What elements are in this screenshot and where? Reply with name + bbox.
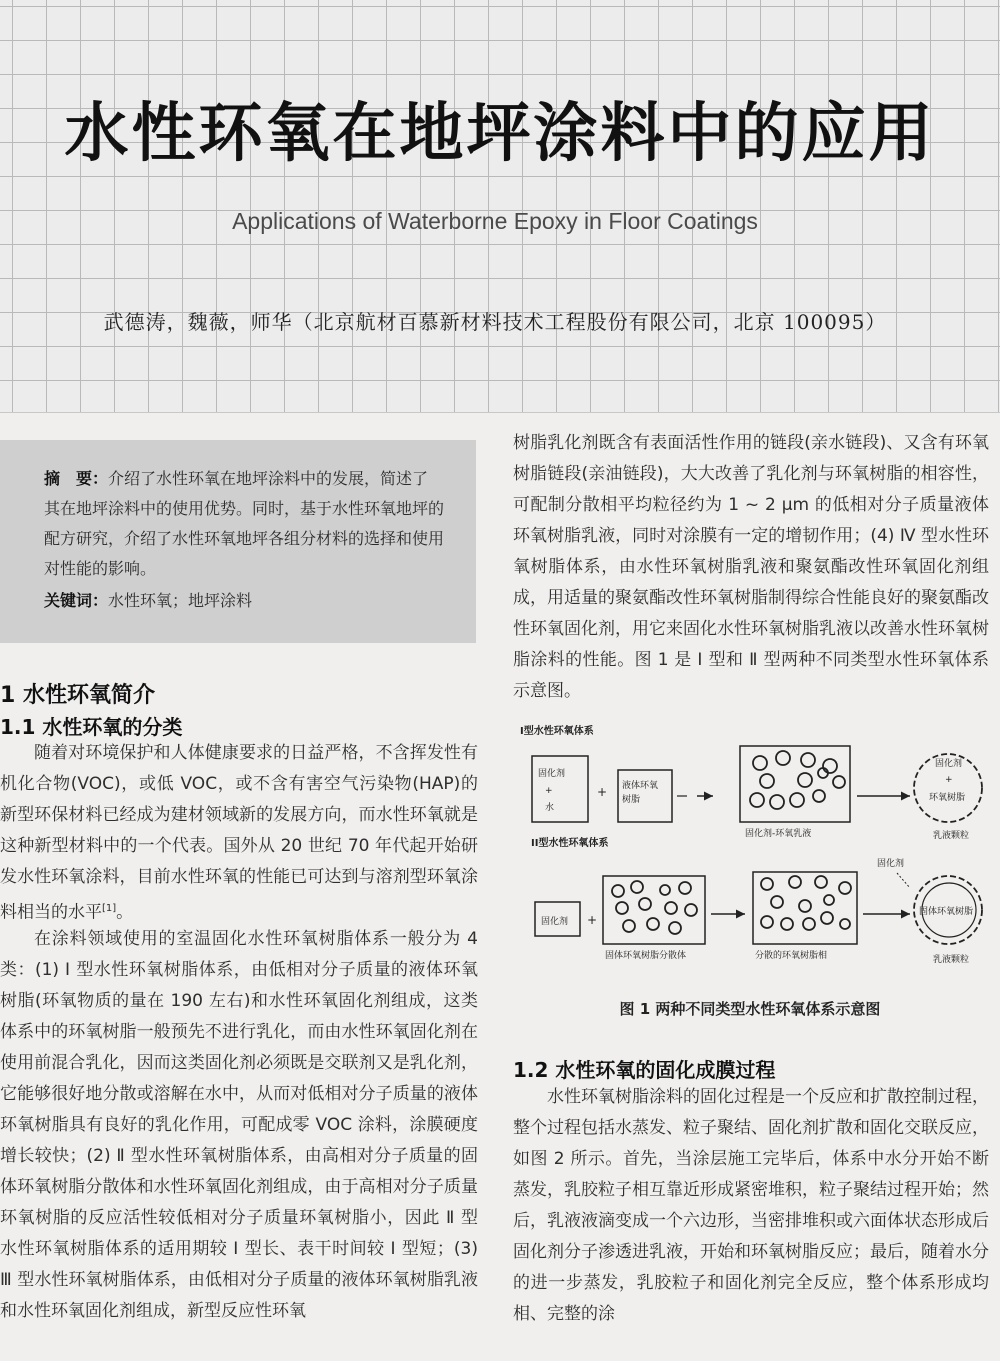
keywords-text: 水性环氧；地坪涂料 (108, 591, 253, 610)
solid-dispersion-particles (612, 881, 697, 934)
liquid-epoxy-label-1: 液体环氧 (622, 781, 659, 791)
particle1-caption: 乳液颗粒 (933, 831, 970, 841)
paper-title: 水性环氧在地坪涂料中的应用 (64, 97, 936, 171)
type1-label: I型水性环氧体系 (520, 726, 594, 737)
particle2-curing-label: 固化剂 (877, 859, 905, 869)
particle2-inner-label: 固体环氧树脂 (919, 907, 974, 917)
keywords-label: 关键词： (44, 591, 109, 610)
title-banner (0, 0, 1000, 413)
figure-1-diagram (505, 718, 995, 978)
paragraph-1-1-c: 树脂乳化剂既含有表面活性作用的链段(亲水链段)、又含有环氧树脂链段(亲油链段)，大大改善了乳化剂与环氧树脂的相容性，可配制分散相平均粒径约为 1 ~ 2 μm 的低相对分子质量液体环氧树脂乳液，同时对涂膜有一定的增韧作用；(4) Ⅳ 型水性环氧树脂体系，由水性环氧树脂乳液和聚氨酯改性环氧固化剂组成，用适量的聚氨酯改性环氧树脂制得综合性能良好的聚氨酯改性环氧固化剂，用它来固化水性环氧树脂乳液以改善水性环氧树脂涂料的性能。图 1 是 Ⅰ 型和 Ⅱ 型两种不同类型水性环氧体系示意图。 (513, 433, 989, 701)
solid-dispersion-box (603, 876, 705, 944)
paragraph-end: 。 (116, 902, 134, 923)
figure-1 (505, 718, 995, 978)
water-label: 水 (545, 803, 555, 813)
abstract-box (0, 440, 476, 643)
citation-ref: [1] (102, 903, 117, 914)
section-heading-1-1: 1.1 水性环氧的分类 (0, 715, 183, 739)
author-line: 武德涛，魏薇，师华（北京航材百慕新材料技术工程股份有限公司，北京 100095） (103, 310, 887, 334)
type2-label: II型水性环氧体系 (531, 838, 609, 849)
curing-box-label: 固化剂 (541, 917, 569, 927)
dispersed-phase-particles (761, 876, 851, 930)
figure-1-caption: 图 1 两种不同类型水性环氧体系示意图 (619, 1000, 881, 1018)
plus-sign: + (597, 785, 608, 799)
paragraph-1-2: 水性环氧树脂涂料的固化过程是一个反应和扩散控制过程，整个过程包括水蒸发、粒子聚结、固化剂扩散和固化交联反应，如图 2 所示。首先，当涂层施工完毕后，体系中水分开始不断蒸发，乳胶粒子相互靠近形成紧密堆积，粒子聚结过程开始；然后，乳液液滴变成一个六边形，当密排堆积或六面体状态形成后固化剂分子渗透进乳液，开始和环氧树脂反应；最后，随着水分的进一步蒸发，乳胶粒子和固化剂完全反应，整个体系形成均相、完整的涂 (513, 1087, 989, 1324)
curing-water-box (532, 756, 588, 822)
curing-water-plus: + (545, 786, 553, 796)
pointer-line (897, 873, 910, 888)
section-heading-1-2: 1.2 水性环氧的固化成膜过程 (513, 1058, 776, 1082)
keywords (44, 588, 252, 611)
paper-subtitle: Applications of Waterborne Epoxy in Floor Coatings (232, 208, 758, 234)
abstract-label: 摘 要： (44, 469, 109, 488)
abstract-text: 介绍了水性环氧在地坪涂料中的发展，简述了其在地坪涂料中的使用优势。同时，基于水性环氧地坪的配方研究，介绍了水性环氧地坪各组分材料的选择和使用对性能的影响。 (44, 469, 445, 578)
section-heading-1: 1 水性环氧简介 (0, 683, 155, 708)
liquid-epoxy-label-2: 树脂 (622, 795, 641, 805)
emulsion-particles (750, 751, 845, 809)
emulsion-label: 固化剂-环氧乳液 (745, 829, 812, 839)
paragraph-1-1-a (0, 738, 478, 929)
plus-sign-2: + (587, 913, 598, 927)
solid-dispersion-label: 固体环氧树脂分散体 (605, 951, 687, 961)
particle1-plus: + (945, 775, 953, 785)
dispersed-phase-label: 分散的环氧树脂相 (755, 951, 828, 961)
particle1-top: 固化剂 (935, 759, 963, 769)
paragraph-1-1-b: 在涂料领域使用的室温固化水性环氧树脂体系一般分为 4 类：(1) Ⅰ 型水性环氧树脂体系，由低相对分子质量的液体环氧树脂(环氧物质的量在 190 左右)和水性环氧固化剂组成，这类体系中的环氧树脂一般预先不进行乳化，而由水性环氧固化剂在使用前混合乳化，因而这类固化剂必须既是交联剂又是乳化剂，它能够很好地分散或溶解在水中，从而对低相对分子质量的液体环氧树脂具有良好的乳化作用，可配成零 VOC 涂料，涂膜硬度增长较快；(2) Ⅱ 型水性环氧树脂体系，由高相对分子质量的固体环氧树脂分散体和水性环氧固化剂组成，由于高相对分子质量环氧树脂的反应活性较低相对分子质量环氧树脂小，因此 Ⅱ 型水性环氧树脂体系的适用期较 Ⅰ 型长、表干时间较 Ⅰ 型短；(3) Ⅲ 型水性环氧树脂体系，由低相对分子质量的液体环氧树脂乳液和水性环氧固化剂组成，新型反应性环氧 (0, 929, 478, 1321)
abstract (44, 464, 444, 584)
paragraph-text: 随着对环境保护和人体健康要求的日益严格，不含挥发性有机化合物(VOC)，或低 VOC，或不含有害空气污染物(HAP)的新型环保材料已经成为建材领域新的发展方向，而水性环氧就是这种新型材料中的一个代表。国外从 20 世纪 70 年代起开始研发水性环氧涂料，目前水性环氧的性能已可达到与溶剂型环氧涂料相当的水平 (0, 743, 478, 923)
curing-water-label: 固化剂 (538, 769, 566, 779)
particle1-bottom: 环氧树脂 (929, 793, 966, 803)
particle2-caption: 乳液颗粒 (933, 955, 970, 965)
